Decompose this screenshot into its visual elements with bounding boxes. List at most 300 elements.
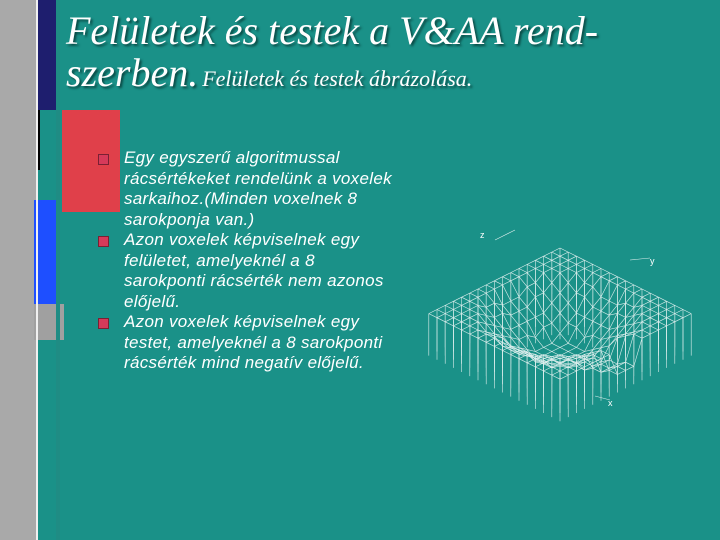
mesh-line bbox=[462, 314, 470, 318]
mesh-line bbox=[552, 283, 560, 293]
mesh-line bbox=[453, 297, 461, 301]
mesh-line bbox=[658, 322, 666, 326]
mesh-line bbox=[535, 264, 543, 268]
mesh-line bbox=[535, 337, 543, 347]
mesh-line bbox=[593, 264, 601, 268]
mesh-line bbox=[658, 318, 666, 322]
mesh-line bbox=[527, 335, 535, 351]
mesh-line bbox=[642, 314, 650, 318]
mesh-line bbox=[650, 314, 658, 318]
mesh-line bbox=[642, 326, 650, 330]
mesh-line bbox=[486, 338, 494, 342]
mesh-line bbox=[470, 293, 478, 297]
mesh-line bbox=[544, 260, 552, 264]
mesh-line bbox=[535, 327, 543, 337]
mesh-line bbox=[494, 338, 502, 342]
mesh-line bbox=[576, 317, 584, 327]
mesh-line bbox=[658, 314, 666, 318]
mesh-line bbox=[568, 367, 576, 371]
mesh-line bbox=[519, 325, 527, 335]
mesh-line bbox=[568, 323, 576, 327]
mesh-line bbox=[617, 336, 625, 364]
mesh-line bbox=[593, 297, 601, 307]
mesh-line bbox=[560, 333, 568, 343]
mesh-line bbox=[503, 285, 511, 301]
mesh-line bbox=[617, 313, 625, 317]
mesh-line bbox=[658, 310, 666, 314]
mesh-line bbox=[544, 273, 552, 283]
mesh-line bbox=[552, 367, 560, 371]
mesh-line bbox=[593, 273, 601, 277]
mesh-line bbox=[568, 269, 576, 273]
mesh-line bbox=[495, 230, 515, 240]
mesh-line bbox=[601, 273, 609, 277]
mesh-line bbox=[617, 277, 625, 281]
mesh-line bbox=[560, 313, 568, 323]
mesh-line bbox=[568, 252, 576, 256]
mesh-line bbox=[544, 367, 552, 371]
mesh-line bbox=[519, 311, 527, 321]
mesh-line bbox=[617, 362, 625, 366]
mesh-line bbox=[626, 366, 634, 370]
mesh-line bbox=[593, 325, 601, 335]
mesh-line bbox=[511, 277, 519, 281]
mesh-line bbox=[601, 269, 609, 273]
mesh-line bbox=[462, 318, 470, 322]
mesh-line bbox=[552, 375, 560, 379]
mesh-line bbox=[650, 305, 658, 309]
mesh-line bbox=[519, 307, 527, 311]
mesh-line bbox=[511, 273, 519, 277]
mesh-line bbox=[470, 289, 478, 293]
mesh-line bbox=[552, 293, 560, 303]
mesh-line bbox=[535, 347, 543, 351]
mesh-line bbox=[453, 305, 461, 309]
mesh-line bbox=[617, 289, 625, 305]
decor-line-teal bbox=[56, 0, 60, 540]
mesh-line bbox=[535, 297, 543, 313]
mesh-line bbox=[560, 375, 568, 379]
mesh-line bbox=[453, 310, 461, 314]
mesh-line bbox=[478, 338, 486, 342]
mesh-line bbox=[535, 313, 543, 317]
mesh-line bbox=[527, 264, 535, 268]
mesh-line bbox=[544, 252, 552, 256]
mesh-line bbox=[552, 260, 560, 264]
mesh-line bbox=[560, 273, 568, 283]
mesh-line bbox=[617, 285, 625, 289]
mesh-line bbox=[494, 346, 502, 350]
mesh-line bbox=[527, 307, 535, 317]
mesh-line bbox=[527, 273, 535, 283]
mesh-line bbox=[642, 305, 650, 309]
mesh-line bbox=[585, 273, 593, 283]
mesh-line bbox=[585, 264, 593, 268]
mesh-line bbox=[683, 314, 691, 318]
mesh-line bbox=[560, 293, 568, 303]
mesh-line bbox=[511, 281, 519, 297]
mesh-line bbox=[585, 269, 593, 273]
mesh-line bbox=[503, 313, 511, 329]
mesh-line bbox=[667, 314, 675, 318]
mesh-line bbox=[667, 301, 675, 305]
mesh-line bbox=[511, 325, 519, 329]
mesh-line bbox=[601, 281, 609, 297]
mesh-line bbox=[478, 285, 486, 289]
mesh-line bbox=[560, 371, 568, 375]
mesh-line bbox=[535, 293, 543, 297]
mesh-line bbox=[609, 281, 617, 285]
decor-line-white bbox=[36, 0, 38, 540]
axis-label-x: x bbox=[608, 398, 613, 408]
mesh-line bbox=[519, 264, 527, 268]
mesh-line bbox=[486, 293, 494, 303]
mesh-line bbox=[503, 281, 511, 285]
mesh-line bbox=[535, 273, 543, 283]
mesh-line bbox=[642, 289, 650, 293]
decor-stripe-gray bbox=[0, 0, 38, 540]
mesh-line bbox=[568, 264, 576, 268]
mesh-line bbox=[650, 318, 658, 322]
mesh-line bbox=[650, 326, 658, 330]
mesh-line bbox=[552, 252, 560, 256]
mesh-line bbox=[601, 277, 609, 281]
mesh-line bbox=[576, 337, 584, 347]
mesh-line bbox=[617, 281, 625, 285]
mesh-line bbox=[576, 273, 584, 283]
mesh-line bbox=[560, 323, 568, 333]
mesh-line bbox=[429, 310, 437, 314]
mesh-line bbox=[585, 317, 593, 321]
mesh-line bbox=[576, 347, 584, 351]
mesh-line bbox=[470, 305, 478, 309]
mesh-line bbox=[642, 322, 650, 326]
mesh-line bbox=[560, 283, 568, 293]
mesh-line bbox=[576, 256, 584, 260]
mesh-line bbox=[568, 327, 576, 343]
mesh-line bbox=[544, 303, 552, 313]
mesh-line bbox=[650, 330, 658, 334]
mesh-line bbox=[494, 338, 502, 346]
mesh-line bbox=[519, 321, 527, 325]
mesh-line bbox=[601, 355, 609, 359]
mesh-line bbox=[462, 310, 470, 314]
slide-title bbox=[66, 10, 706, 95]
mesh-line bbox=[626, 362, 634, 366]
mesh-line bbox=[642, 318, 650, 322]
mesh-line bbox=[535, 269, 543, 273]
mesh-line bbox=[519, 359, 527, 363]
mesh-line bbox=[560, 252, 568, 256]
mesh-line bbox=[675, 305, 683, 309]
mesh-line bbox=[568, 256, 576, 260]
axis-label-y: y bbox=[650, 256, 655, 266]
mesh-line bbox=[544, 283, 552, 293]
mesh-line bbox=[585, 283, 593, 287]
mesh-line bbox=[642, 293, 650, 297]
mesh-line bbox=[494, 285, 502, 289]
mesh-line bbox=[437, 310, 445, 314]
mesh-line bbox=[527, 283, 535, 287]
mesh-line bbox=[593, 307, 601, 311]
mesh-line bbox=[511, 301, 519, 311]
mesh-line bbox=[634, 285, 642, 289]
mesh-line bbox=[470, 318, 478, 322]
mesh-line bbox=[593, 335, 601, 339]
mesh-line bbox=[609, 273, 617, 277]
mesh-line bbox=[470, 330, 478, 334]
mesh-line bbox=[544, 371, 552, 375]
mesh-line bbox=[601, 311, 609, 315]
mesh-line bbox=[462, 301, 470, 305]
mesh-line bbox=[667, 322, 675, 326]
mesh-line bbox=[552, 343, 560, 347]
mesh-line bbox=[576, 264, 584, 268]
mesh-line bbox=[486, 342, 494, 346]
mesh-line bbox=[642, 330, 650, 334]
mesh-line bbox=[658, 301, 666, 305]
mesh-line bbox=[593, 269, 601, 273]
mesh-line bbox=[552, 371, 560, 375]
mesh-line bbox=[658, 326, 666, 330]
mesh-line bbox=[544, 323, 552, 327]
mesh-line bbox=[535, 256, 543, 260]
bullet-text: Azon voxelek képviselnek egy testet, amelyeknél a 8 sarokponti rácsérték mind negatív előjelű. bbox=[124, 312, 383, 372]
mesh-line bbox=[552, 273, 560, 283]
mesh-line bbox=[511, 315, 519, 325]
mesh-line bbox=[650, 310, 658, 314]
mesh-line bbox=[552, 248, 560, 252]
bullet-text: Azon voxelek képviselnek egy felületet, amelyeknél a 8 sarokponti rácsérték nem azonos előjelű. bbox=[124, 230, 384, 311]
mesh-line bbox=[560, 347, 568, 351]
mesh-line bbox=[544, 347, 552, 351]
mesh-line bbox=[626, 293, 634, 303]
mesh-line bbox=[511, 269, 519, 273]
mesh-line bbox=[683, 310, 691, 314]
mesh-line bbox=[560, 256, 568, 260]
mesh-line bbox=[437, 305, 445, 309]
mesh-line bbox=[429, 314, 437, 318]
mesh-line bbox=[535, 317, 543, 327]
title-main: Felületek és testek a V&AA rend-szerben. bbox=[66, 8, 599, 96]
bullet-item bbox=[96, 230, 396, 312]
mesh-line bbox=[585, 287, 593, 297]
mesh-line bbox=[576, 313, 584, 317]
mesh-line bbox=[527, 335, 535, 337]
mesh-line bbox=[634, 334, 642, 338]
mesh-line bbox=[585, 335, 593, 351]
mesh-line bbox=[535, 367, 543, 371]
mesh-line bbox=[642, 301, 650, 305]
mesh-line bbox=[626, 285, 634, 289]
mesh-line bbox=[626, 281, 634, 285]
mesh-line bbox=[626, 334, 634, 362]
axis-label-z: z bbox=[480, 230, 485, 240]
mesh-line bbox=[552, 313, 560, 323]
mesh-line bbox=[445, 301, 453, 305]
bullet-item bbox=[96, 148, 396, 230]
mesh-line bbox=[486, 289, 494, 293]
mesh-line bbox=[552, 333, 560, 343]
mesh-line bbox=[478, 293, 486, 297]
mesh-line bbox=[642, 334, 650, 338]
mesh-line bbox=[527, 363, 535, 367]
mesh-line bbox=[601, 368, 609, 372]
mesh-line bbox=[568, 347, 576, 351]
mesh-line bbox=[667, 310, 675, 314]
mesh-line bbox=[535, 283, 543, 293]
mesh-line bbox=[519, 297, 527, 307]
mesh-line bbox=[462, 297, 470, 301]
mesh-line bbox=[650, 322, 658, 326]
mesh-line bbox=[560, 343, 568, 347]
mesh-line bbox=[535, 363, 543, 367]
mesh-line bbox=[642, 297, 650, 301]
mesh-line bbox=[552, 323, 560, 333]
mesh-line bbox=[535, 260, 543, 264]
mesh-line bbox=[503, 273, 511, 277]
mesh-line bbox=[576, 293, 584, 297]
mesh-line bbox=[585, 307, 593, 317]
mesh-line bbox=[634, 289, 642, 293]
mesh-line bbox=[601, 315, 609, 325]
mesh-line bbox=[609, 313, 617, 329]
mesh-line bbox=[486, 303, 494, 307]
mesh-line bbox=[519, 287, 527, 297]
mesh-line bbox=[527, 260, 535, 264]
mesh-line bbox=[462, 293, 470, 297]
mesh-line bbox=[462, 305, 470, 309]
mesh-line bbox=[576, 297, 584, 313]
mesh-line bbox=[585, 352, 593, 356]
mesh-line bbox=[453, 314, 461, 318]
mesh-line bbox=[667, 318, 675, 322]
mesh-line bbox=[609, 301, 617, 305]
mesh-line bbox=[552, 303, 560, 313]
mesh-line bbox=[634, 338, 642, 366]
mesh-line bbox=[593, 287, 601, 297]
mesh-line bbox=[445, 322, 453, 326]
decor-line-black bbox=[38, 110, 40, 170]
mesh-line bbox=[544, 327, 552, 343]
mesh-line bbox=[609, 360, 617, 364]
mesh-line bbox=[576, 327, 584, 337]
mesh-line bbox=[568, 303, 576, 313]
mesh-line bbox=[585, 321, 593, 337]
mesh-line bbox=[552, 269, 560, 273]
mesh-line bbox=[552, 347, 560, 351]
mesh-line bbox=[511, 311, 519, 315]
mesh-line bbox=[462, 330, 470, 334]
mesh-line bbox=[527, 321, 535, 337]
mesh-line bbox=[593, 364, 601, 368]
mesh-line bbox=[544, 269, 552, 273]
mesh-line bbox=[642, 310, 650, 314]
mesh-line bbox=[503, 301, 511, 305]
mesh-line bbox=[593, 321, 601, 325]
mesh-line bbox=[478, 334, 486, 338]
mesh-line bbox=[453, 322, 461, 326]
mesh-line bbox=[445, 310, 453, 314]
mesh-line bbox=[486, 281, 494, 285]
mesh-line bbox=[675, 310, 683, 314]
bullet-square-icon bbox=[98, 236, 109, 247]
mesh-line bbox=[552, 264, 560, 268]
bullet-list bbox=[96, 148, 396, 374]
mesh-line bbox=[544, 264, 552, 268]
mesh-line bbox=[470, 297, 478, 301]
mesh-line bbox=[568, 260, 576, 264]
mesh-line bbox=[494, 281, 502, 285]
mesh-line bbox=[560, 248, 568, 252]
mesh-line bbox=[519, 269, 527, 273]
mesh-line bbox=[626, 303, 634, 307]
mesh-line bbox=[470, 334, 478, 338]
mesh-line bbox=[601, 325, 609, 329]
mesh-line bbox=[560, 260, 568, 264]
mesh-line bbox=[462, 322, 470, 326]
mesh-line bbox=[585, 297, 593, 307]
mesh-line bbox=[494, 277, 502, 281]
mesh-line bbox=[585, 335, 593, 337]
mesh-line bbox=[658, 297, 666, 301]
mesh-line bbox=[576, 269, 584, 273]
mesh-line bbox=[576, 260, 584, 264]
mesh-line bbox=[560, 264, 568, 268]
mesh-line bbox=[544, 293, 552, 303]
mesh-line bbox=[552, 256, 560, 260]
bullet-square-icon bbox=[98, 318, 109, 329]
mesh-line bbox=[630, 258, 650, 260]
mesh-line bbox=[445, 318, 453, 322]
mesh-line bbox=[544, 256, 552, 260]
mesh-line bbox=[470, 326, 478, 330]
mesh-line bbox=[560, 303, 568, 313]
mesh-line bbox=[494, 313, 502, 317]
mesh-line bbox=[675, 314, 683, 318]
mesh-line bbox=[527, 287, 535, 297]
mesh-line bbox=[486, 285, 494, 289]
mesh-line bbox=[593, 277, 601, 287]
mesh-line bbox=[601, 301, 609, 311]
mesh-line bbox=[568, 371, 576, 375]
mesh-line bbox=[650, 297, 658, 301]
mesh-line bbox=[519, 335, 527, 339]
mesh-line bbox=[609, 366, 617, 370]
mesh-line bbox=[568, 273, 576, 283]
mesh-line bbox=[568, 293, 576, 303]
title-sub: Felületek és testek ábrázolása. bbox=[202, 66, 473, 92]
mesh-line bbox=[453, 326, 461, 330]
mesh-line bbox=[568, 343, 576, 347]
mesh-line bbox=[658, 305, 666, 309]
decor-stripe-navy bbox=[38, 0, 58, 110]
mesh-line bbox=[609, 277, 617, 281]
bullet-text: Egy egyszerű algoritmussal rácsértékeket rendelünk a voxelek sarkaihoz.(Minden voxelnek 8 sarokponja van.) bbox=[124, 148, 392, 229]
mesh-line bbox=[617, 370, 625, 374]
mesh-line bbox=[511, 355, 519, 359]
mesh-line bbox=[585, 260, 593, 264]
mesh-line bbox=[650, 293, 658, 297]
mesh-line bbox=[576, 283, 584, 293]
mesh-line bbox=[527, 269, 535, 273]
mesh-line bbox=[527, 297, 535, 307]
bullet-square-icon bbox=[98, 154, 109, 165]
mesh-line bbox=[462, 326, 470, 330]
mesh-line bbox=[675, 318, 683, 322]
mesh-line bbox=[593, 351, 601, 355]
mesh-line bbox=[494, 289, 502, 305]
